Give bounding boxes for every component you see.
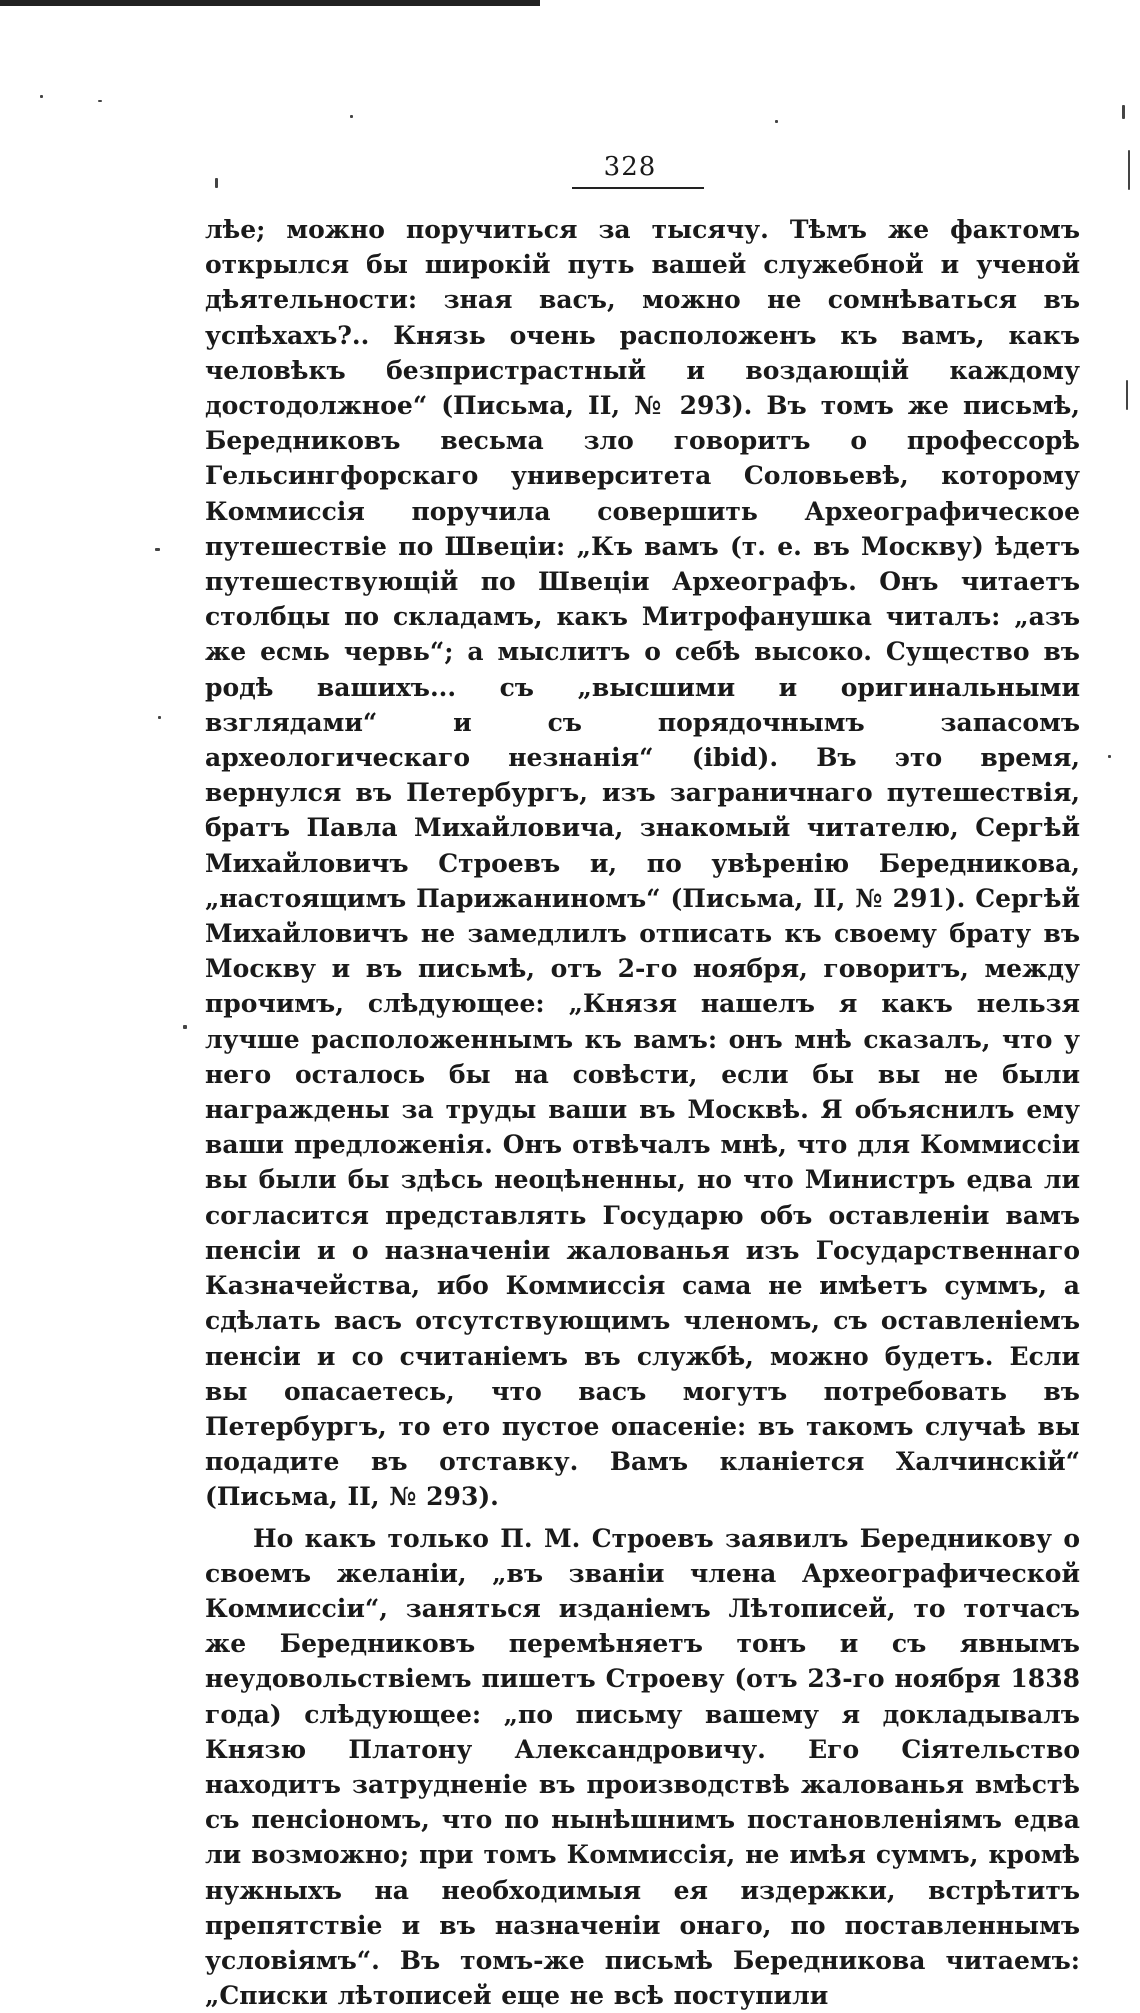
body-text (205, 212, 1080, 2013)
scan-speck (158, 716, 161, 719)
paragraph-2: Но какъ только П. М. Строевъ заявилъ Бередникову о своемъ желаніи, „въ званіи члена Археографической Коммиссіи“, заняться изданіемъ Лѣтописей, то тотчасъ же Бередниковъ перемѣняетъ тонъ и съ явнымъ неудовольствіемъ пишетъ Строеву (отъ 23-го ноября 1838 года) слѣдующее: „по письму вашему я докладывалъ Князю Платону Александровичу. Его Сіятельство находитъ затрудненіе въ производствѣ жалованья вмѣстѣ съ пенсіономъ, что по нынѣшнимъ постановленіямъ едва ли возможно; при томъ Коммиссія, не имѣя суммъ, кромѣ нужныхъ на необходимыя ея издержки, встрѣтитъ препятствіе и въ назначеніи онаго, по поставленнымъ условіямъ“. Въ томъ-же письмѣ Бередникова читаемъ: „Списки лѣтописей еще не всѣ поступили (205, 1523, 1080, 2011)
scan-speck (40, 95, 43, 98)
scan-speck (155, 548, 160, 551)
scan-speck (1126, 380, 1128, 410)
paragraph-1: лѣе; можно поручиться за тысячу. Тѣмъ же фактомъ открылся бы широкій путь вашей служебной и ученой дѣятельности: зная васъ, можно не сомнѣваться въ успѣхахъ?.. Князь очень расположенъ къ вамъ, какъ человѣкъ безпристрастный и воздающій каждому достодолжное“ (Письма, II, № 293). Въ томъ же письмѣ, Бередниковъ весьма зло говоритъ о профессорѣ Гельсингфорскаго университета Соловьевѣ, которому Коммиссія поручила совершить Археографическое путешествіе по Швеціи: „Къ вамъ (т. е. въ Москву) ѣдетъ путешествующій по Швеціи Археографъ. Онъ читаетъ столбцы по складамъ, какъ Митрофанушка читалъ: „азъ же есмь червь“; а мыслитъ о себѣ высоко. Существо въ родѣ вашихъ... съ „высшими и оригинальными взглядами“ и съ порядочнымъ запасомъ археологическаго незнанія“ (ibid). Въ это время, вернулся въ Петербургъ, изъ заграничнаго путешествія, братъ Павла Михайловича, знакомый читателю, Сергѣй Михайловичъ Строевъ и, по увѣренію Бередникова, „настоящимъ Парижаниномъ“ (Письма, II, № 291). Сергѣй Михайловичъ не замедлилъ отписать къ своему брату въ Москву и въ письмѣ, отъ 2-го ноября, говоритъ, между прочимъ, слѣдующее: „Князя нашелъ я какъ нельзя лучше расположеннымъ къ вамъ: онъ мнѣ сказалъ, что у него осталось бы на совѣсти, если бы вы не были награждены за труды ваши въ Москвѣ. Я объяснилъ ему ваши предложенія. Онъ отвѣчалъ мнѣ, что для Коммиссіи вы были бы здѣсь неоцѣненны, но что Министръ едва ли согласится представлять Государю объ оставленіи вамъ пенсіи и о назначеніи жалованья изъ Государственнаго Казначейства, ибо Коммиссія сама не имѣетъ суммъ, а сдѣлать васъ отсутствующимъ членомъ, съ оставленіемъ пенсіи и со считаніемъ въ службѣ, можно будетъ. Если вы опасаетесь, что васъ могутъ потребовать въ Петербургъ, то ето пустое опасеніе: въ такомъ случаѣ вы подадите въ отставку. Вамъ кланіется Халчинскій“ (Письма, II, № 293). (205, 215, 1080, 1512)
page-number: 328 (603, 152, 657, 182)
scan-speck (1108, 755, 1111, 758)
scan-speck (215, 178, 218, 188)
scan-speck (1128, 150, 1130, 190)
scan-speck (775, 120, 778, 123)
scan-speck (350, 115, 353, 118)
scan-speck (98, 100, 102, 102)
scan-speck (183, 1025, 187, 1029)
scan-speck (1122, 105, 1125, 119)
page-number-rule (572, 187, 704, 189)
top-edge-rule (0, 0, 540, 6)
